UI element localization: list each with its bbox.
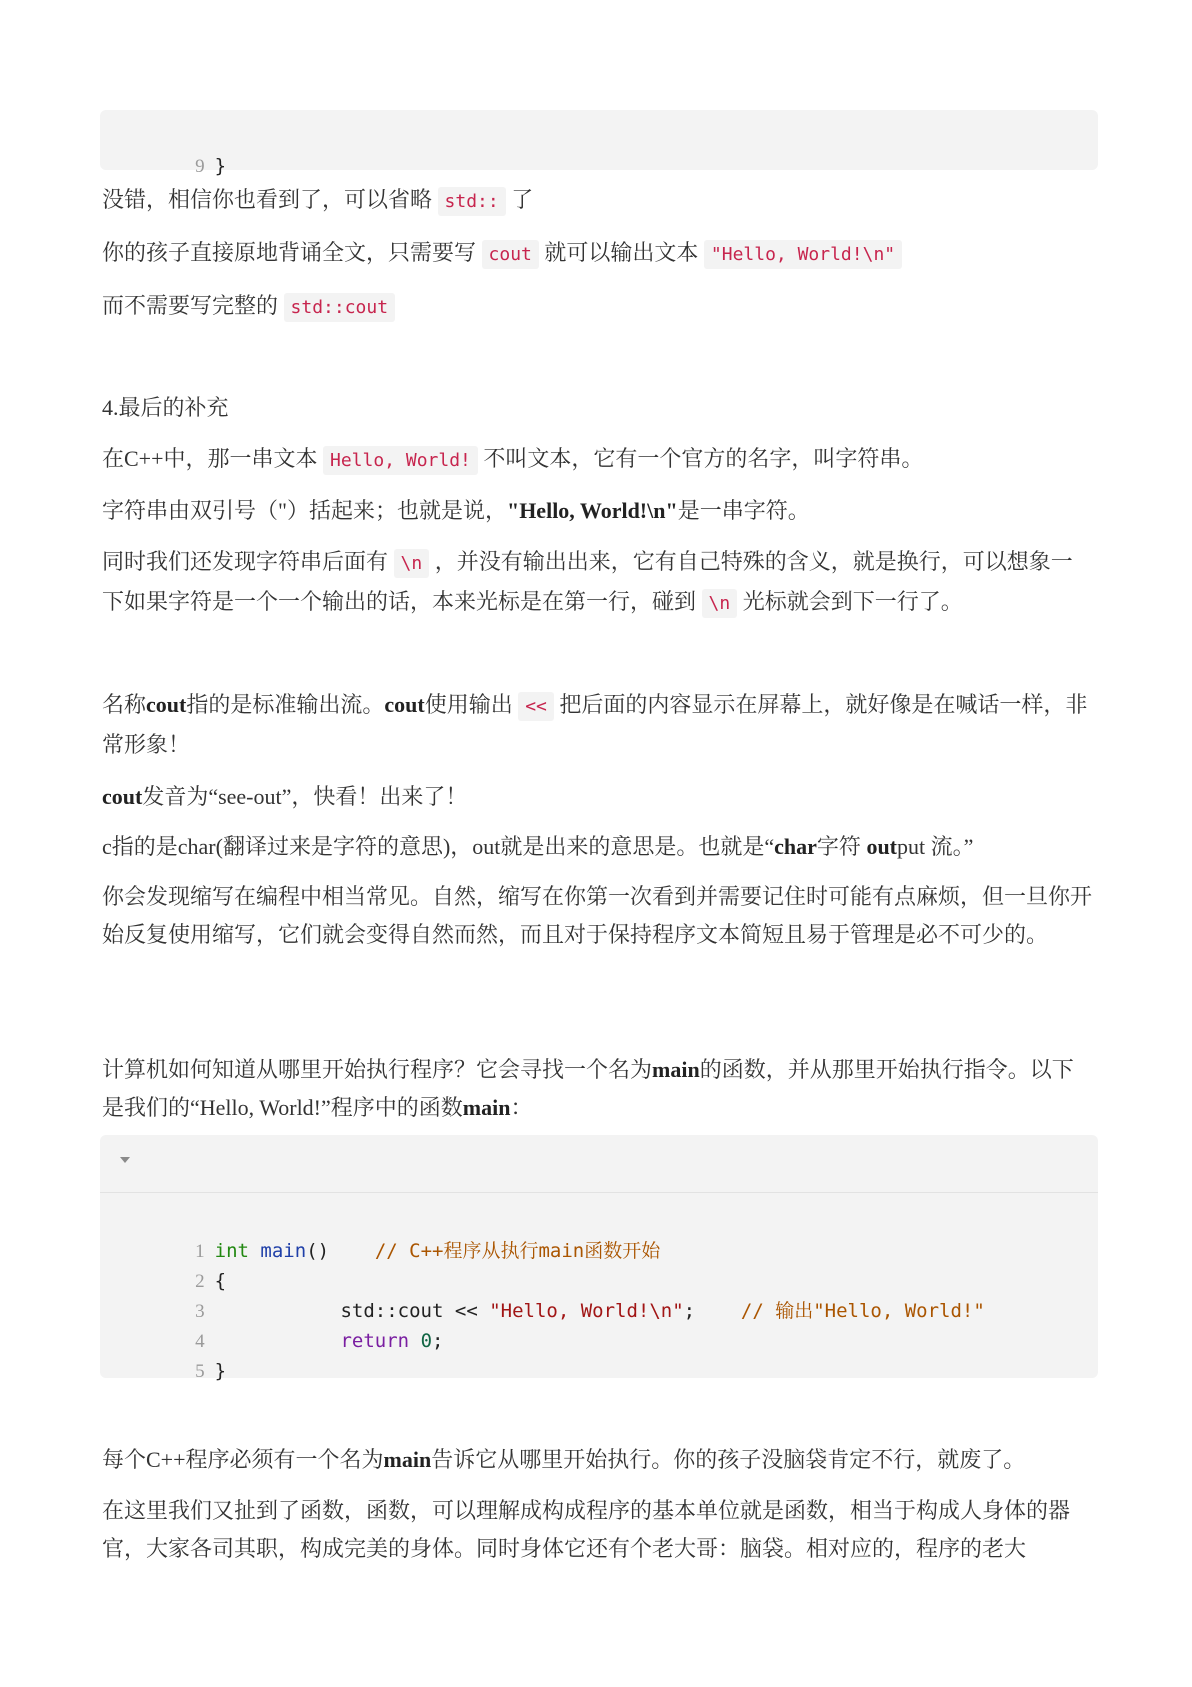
line-number: 4: [195, 1331, 205, 1352]
text: 就可以输出文本: [538, 240, 704, 265]
inline-code: \n: [394, 549, 430, 578]
text: 字符: [816, 834, 867, 859]
code-text: }: [214, 1360, 227, 1382]
section-heading: [102, 389, 1092, 427]
bold-text: out: [866, 834, 897, 859]
code-text: {: [214, 1270, 227, 1292]
inline-code: Hello, World!: [323, 446, 478, 475]
text: 光标就会到下一行了。: [737, 589, 963, 614]
text: 指的是标准输出流。: [186, 692, 385, 717]
text: ：: [510, 1095, 533, 1120]
text: 是一串字符。: [677, 498, 810, 523]
text: 同时我们还发现字符串后面有: [102, 549, 394, 574]
line-number: 5: [195, 1361, 205, 1382]
text: ，并没有输出出来，它有自己特殊的含义，就是换行，可以想象一下如果字符是一个一个输出的话，本来光标是在第一行，碰到: [102, 549, 1073, 614]
bold-text: main: [462, 1095, 511, 1120]
line-number: 3: [195, 1301, 205, 1322]
bold-text: char: [774, 834, 817, 859]
code-keyword: return: [340, 1330, 410, 1352]
code-line: [100, 124, 227, 177]
bold-text: main: [652, 1057, 700, 1082]
text: 没错，相信你也看到了，可以省略: [102, 187, 438, 212]
paragraph: [102, 686, 1092, 764]
paragraph: [102, 1051, 1092, 1127]
text: 而不需要写完整的: [102, 293, 284, 318]
text: 告诉它从哪里开始执行。你的孩子没脑袋肯定不行，就废了。: [431, 1447, 1026, 1472]
inline-code: std::cout: [284, 293, 396, 322]
code-text: (): [306, 1240, 330, 1262]
text: 的函数，并从那里开始执行指令。以下是我们的“Hello, World!”程序中的函数: [102, 1057, 1074, 1120]
code-line: [100, 1269, 985, 1322]
code-comment: // C++程序从执行main函数开始: [374, 1240, 661, 1262]
paragraph: [102, 828, 1092, 866]
collapse-triangle-icon[interactable]: [120, 1157, 130, 1163]
text: 使用输出: [424, 692, 519, 717]
text: 发音为“see-out”，快看！出来了！: [142, 784, 468, 809]
code-line: [100, 1329, 227, 1382]
paragraph: [102, 1441, 1092, 1479]
line-number: 1: [195, 1241, 205, 1262]
text: 在C++中，那一串文本: [102, 446, 323, 471]
code-line: [100, 1209, 661, 1262]
bold-text: cout: [102, 784, 143, 809]
code-text: }: [214, 155, 227, 177]
text: c指的是char(翻译过来是字符的意思)，out就是出来的意思是。也就是“: [102, 834, 775, 859]
text: 计算机如何知道从哪里开始执行程序？它会寻找一个名为: [102, 1057, 653, 1082]
code-block-main: [100, 1135, 1098, 1382]
text: 在这里我们又扯到了函数，函数，可以理解成构成程序的基本单位就是函数，相当于构成人身体的器官，大家各司其职，构成完美的身体。同时身体它还有个老大哥：脑袋。相对应的，程序的老大: [102, 1498, 1071, 1561]
code-block-top: [100, 110, 1098, 177]
paragraph: [102, 1492, 1092, 1568]
text: 字符串由双引号（"）括起来；也就是说，: [102, 498, 507, 523]
bold-text: cout: [384, 692, 425, 717]
code-type: int: [214, 1240, 249, 1262]
text: 把后面的内容显示在屏幕上，就好像是在喊话一样，非常形象！: [102, 692, 1088, 757]
code-comment: // 输出"Hello, World!": [740, 1300, 985, 1322]
code-text: ;: [432, 1330, 444, 1352]
text: 你的孩子直接原地背诵全文，只需要写: [102, 240, 482, 265]
paragraph: [102, 543, 1092, 623]
code-text: std::cout <<: [340, 1300, 490, 1322]
inline-code: "Hello, World!\n": [704, 240, 902, 269]
paragraph: [102, 287, 1092, 327]
paragraph: [102, 234, 1092, 274]
inline-code: \n: [702, 589, 738, 618]
text: 名称: [102, 692, 147, 717]
code-text: ;: [683, 1300, 696, 1322]
code-block-toolbar: [100, 1135, 1098, 1193]
text: 不叫文本，它有一个官方的名字，叫字符串。: [477, 446, 924, 471]
line-number: 9: [195, 156, 205, 177]
bold-text: cout: [146, 692, 187, 717]
bold-text: main: [383, 1447, 432, 1472]
text: 每个C++程序必须有一个名为: [102, 1447, 384, 1472]
inline-code: cout: [482, 240, 539, 269]
code-line: [100, 1239, 227, 1292]
heading-text: 4.最后的补充: [102, 395, 229, 420]
paragraph: [102, 878, 1092, 954]
code-number: 0: [420, 1330, 433, 1352]
text: put 流。”: [897, 834, 974, 859]
inline-code: <<: [518, 692, 554, 721]
text: 了: [505, 187, 534, 212]
code-function: main: [260, 1240, 307, 1262]
paragraph: [102, 492, 1092, 530]
code-line: [100, 1299, 444, 1352]
paragraph: [102, 778, 1092, 816]
code-string: "Hello, World!\n": [489, 1300, 684, 1322]
paragraph: [102, 440, 1092, 480]
inline-code: std::: [438, 187, 506, 216]
text: 你会发现缩写在编程中相当常见。自然，缩写在你第一次看到并需要记住时可能有点麻烦，但一旦你开始反复使用缩写，它们就会变得自然而然，而且对于保持程序文本简短且易于管理是必不可少的。: [102, 884, 1093, 947]
bold-text: "Hello, World!\n": [506, 498, 678, 523]
paragraph: [102, 181, 1092, 221]
line-number: 2: [195, 1271, 205, 1292]
